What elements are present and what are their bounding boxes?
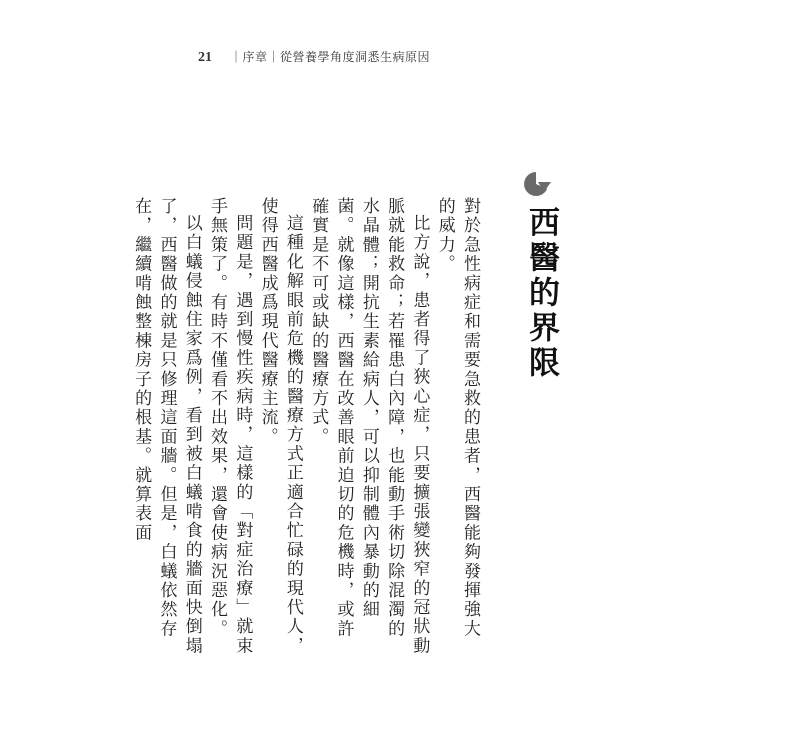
section-title: 西醫的界限 [523,206,559,381]
running-header [198,48,430,66]
page-number: 21 [198,50,212,65]
paragraph: 以白蟻侵蝕住家爲例，看到被白蟻啃食的牆面快倒塌了，西醫做的就是只修理這面牆。但是，白蟻依然存在，繼續啃蝕整棟房子的根基。就算表面 [131,197,202,656]
paragraph: 問題是，遇到慢性疾病時，這樣的「對症治療」就束手無策了。有時不僅看不出效果，還會使病況惡化。 [207,197,253,656]
paragraph: 比方說，患者得了狹心症，只要擴張變狹窄的冠狀動脈就能救命；若罹患白內障，也能動手術切除混濁的水晶體；開抗生素給病人，可以抑制體內暴動的細菌。就像這樣，西醫在改善眼前迫切的危機時，或許確實是不可或缺的醫療方式。 [308,197,430,656]
paragraph: 這種化解眼前危機的醫療方式正適合忙碌的現代人，使得西醫成爲現代醫療主流。 [257,197,303,656]
body-text [128,197,482,657]
paragraph: 對於急性病症和需要急救的患者，西醫能夠發揮強大的威力。 [434,197,480,639]
running-title: ｜序章｜從營養學角度洞悉生病原因 [230,50,431,64]
section-marker-icon [520,170,552,198]
